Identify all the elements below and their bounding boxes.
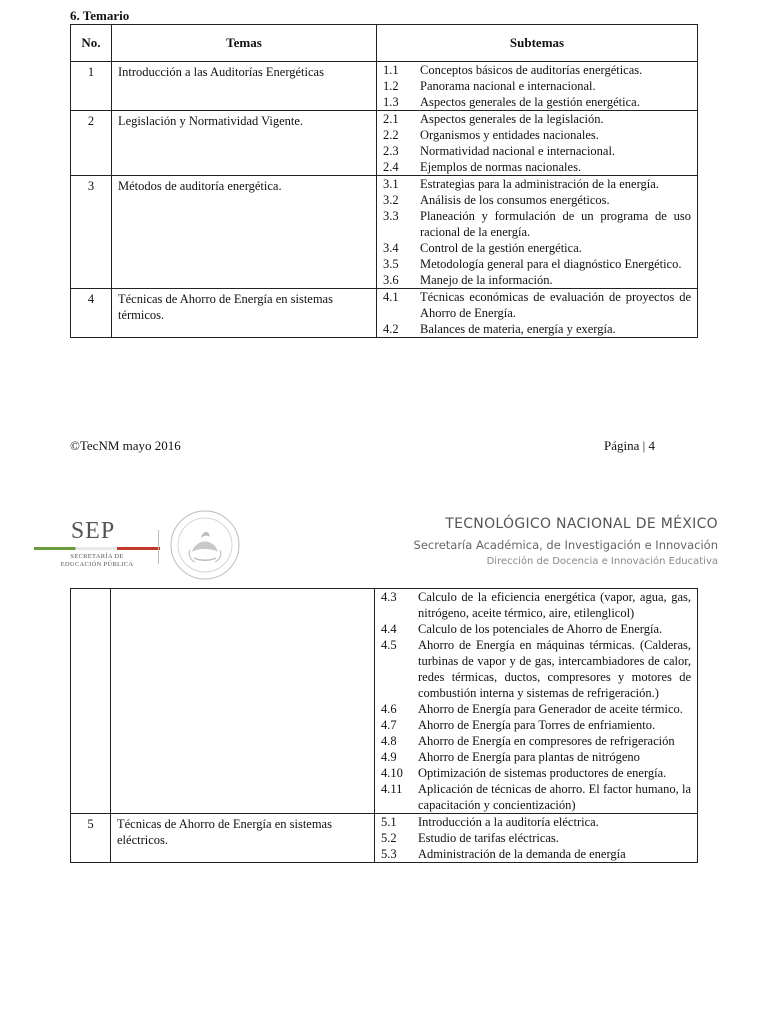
subtopic-text: Ahorro de Energía en compresores de refrigeración bbox=[418, 734, 675, 748]
subtopic-number: 4.7 bbox=[381, 718, 397, 732]
subtopic-number: 4.6 bbox=[381, 702, 397, 716]
footer-page-number: Página | 4 bbox=[604, 438, 655, 453]
sep-logo bbox=[34, 518, 160, 569]
subtopic-item bbox=[383, 143, 691, 159]
subtopic-number: 2.4 bbox=[383, 160, 399, 174]
unit-number: 1 bbox=[87, 65, 95, 79]
subtopic-item bbox=[381, 765, 691, 781]
unit-number: 5 bbox=[87, 817, 94, 831]
subtopic-item bbox=[383, 159, 691, 175]
subtopic-number: 4.4 bbox=[381, 622, 397, 636]
table-row bbox=[71, 289, 698, 338]
subtopic-item bbox=[383, 321, 691, 337]
unit-topic-cell bbox=[112, 289, 377, 338]
subtopic-text: Ahorro de Energía para Generador de aceite térmico. bbox=[418, 702, 683, 716]
subtopic-text: Ejemplos de normas nacionales. bbox=[420, 160, 582, 174]
unit-topic: Legislación y Normatividad Vigente. bbox=[118, 114, 304, 128]
subtopic-text: Aspectos generales de la legislación. bbox=[420, 112, 604, 126]
subtopic-number: 3.1 bbox=[383, 177, 399, 191]
unit-number: 3 bbox=[87, 179, 95, 193]
subtopic-item bbox=[381, 637, 691, 701]
table-row bbox=[71, 176, 698, 289]
subtopic-item bbox=[381, 781, 691, 813]
subtopic-item bbox=[381, 733, 691, 749]
subtopic-number: 4.8 bbox=[381, 734, 397, 748]
subtopic-item bbox=[381, 589, 691, 621]
subtopics-cell bbox=[375, 814, 698, 863]
sep-logo-bar bbox=[34, 547, 160, 550]
subtopic-item bbox=[383, 111, 691, 127]
subtopic-item bbox=[383, 127, 691, 143]
subtopic-text: Estudio de tarifas eléctricas. bbox=[418, 831, 559, 845]
header-temas: Temas bbox=[112, 25, 377, 62]
subtopic-text: Ahorro de Energía para Torres de enfriamiento. bbox=[418, 718, 656, 732]
subtopics-cell bbox=[375, 589, 698, 814]
institution-title: TECNOLÓGICO NACIONAL DE MÉXICO bbox=[445, 516, 718, 532]
table-row bbox=[71, 111, 698, 176]
subtopics-cell bbox=[377, 111, 698, 176]
subtopic-item bbox=[383, 94, 691, 110]
subtopic-number: 4.1 bbox=[383, 290, 399, 304]
subtopic-text: Calculo de los potenciales de Ahorro de Energía. bbox=[418, 622, 663, 636]
subtopic-item bbox=[381, 749, 691, 765]
unit-number-cell bbox=[71, 814, 111, 863]
subtopic-text: Planeación y formulación de un programa de uso racional de la energía. bbox=[420, 209, 691, 239]
header-subtemas: Subtemas bbox=[377, 25, 698, 62]
section-title: 6. Temario bbox=[70, 8, 130, 23]
subtopic-text: Normatividad nacional e internacional. bbox=[420, 144, 616, 158]
header-no: No. bbox=[71, 25, 112, 62]
subtopic-item bbox=[383, 272, 691, 288]
subtopic-item bbox=[381, 846, 691, 862]
subtopic-text: Balances de materia, energía y exergía. bbox=[420, 322, 616, 336]
subtopic-text: Manejo de la información. bbox=[420, 273, 553, 287]
table-header-row bbox=[71, 25, 698, 62]
subtopic-number: 5.1 bbox=[381, 815, 397, 829]
sep-logo-line2: EDUCACIÓN PÚBLICA bbox=[60, 561, 134, 568]
logo-divider bbox=[158, 530, 159, 564]
subtopic-item bbox=[383, 256, 691, 272]
subtopic-number: 1.2 bbox=[383, 79, 399, 93]
sep-logo-word: SEP bbox=[70, 518, 116, 544]
unit-topic-cell bbox=[111, 814, 375, 863]
unit-topic-cell bbox=[112, 62, 377, 111]
subtopic-item bbox=[383, 240, 691, 256]
temario-table-continued bbox=[70, 588, 698, 863]
subtopic-number: 3.6 bbox=[383, 273, 399, 287]
subtopic-number: 3.5 bbox=[383, 257, 399, 271]
page-4 bbox=[0, 0, 768, 480]
subtopic-text: Aplicación de técnicas de ahorro. El factor humano, la capacitación y concientización) bbox=[418, 782, 691, 812]
subtopic-number: 2.3 bbox=[383, 144, 399, 158]
subtopic-item bbox=[383, 208, 691, 240]
table-body bbox=[71, 62, 698, 338]
subtopic-number: 5.3 bbox=[381, 847, 397, 861]
subtopic-item bbox=[381, 717, 691, 733]
subtopic-text: Administración de la demanda de energía bbox=[418, 847, 626, 861]
unit-topic: Introducción a las Auditorías Energéticas bbox=[118, 65, 324, 79]
subtopic-number: 4.11 bbox=[381, 782, 403, 796]
table-row bbox=[71, 589, 698, 814]
subtopic-item bbox=[383, 62, 691, 78]
subtopic-number: 4.3 bbox=[381, 590, 397, 604]
subtopic-text: Técnicas económicas de evaluación de proyectos de Ahorro de Energía. bbox=[420, 290, 691, 320]
table-row bbox=[71, 62, 698, 111]
subtopic-text: Análisis de los consumos energéticos. bbox=[420, 193, 610, 207]
subtopics-cell bbox=[377, 176, 698, 289]
subtopics-cell bbox=[377, 289, 698, 338]
sep-logo-line1: SECRETARÍA DE bbox=[70, 553, 124, 560]
subtopic-text: Aspectos generales de la gestión energética. bbox=[420, 95, 640, 109]
subtopic-item bbox=[381, 830, 691, 846]
unit-number: 2 bbox=[87, 114, 95, 128]
subtopic-text: Organismos y entidades nacionales. bbox=[420, 128, 599, 142]
subtopic-number: 4.10 bbox=[381, 766, 403, 780]
subtopic-number: 3.2 bbox=[383, 193, 399, 207]
subtopic-number: 1.1 bbox=[383, 63, 399, 77]
subtopic-number: 4.9 bbox=[381, 750, 397, 764]
subtopic-number: 2.1 bbox=[383, 112, 399, 126]
footer-copyright: ©TecNM mayo 2016 bbox=[70, 438, 181, 453]
unit-number-cell bbox=[71, 589, 111, 814]
subtopic-text: Calculo de la eficiencia energética (vapor, agua, gas, nitrógeno, aceite térmico, aire, etilenglicol) bbox=[418, 590, 691, 620]
unit-number-cell bbox=[71, 62, 112, 111]
unit-topic-cell bbox=[112, 176, 377, 289]
subtopic-text: Control de la gestión energética. bbox=[420, 241, 582, 255]
table-body-continued bbox=[71, 589, 698, 863]
subtopic-text: Metodología general para el diagnóstico Energético. bbox=[420, 257, 682, 271]
subtopic-number: 2.2 bbox=[383, 128, 399, 142]
unit-topic-cell bbox=[112, 111, 377, 176]
subtopic-text: Estrategias para la administración de la energía. bbox=[420, 177, 659, 191]
institution-subtitle: Secretaría Académica, de Investigación e Innovación bbox=[413, 538, 718, 552]
subtopic-text: Panorama nacional e internacional. bbox=[420, 79, 596, 93]
coat-of-arms-seal-icon bbox=[168, 508, 242, 582]
subtopic-number: 3.4 bbox=[383, 241, 399, 255]
subtopic-number: 4.5 bbox=[381, 638, 397, 652]
unit-number-cell bbox=[71, 176, 112, 289]
subtopic-number: 1.3 bbox=[383, 95, 399, 109]
subtopic-text: Introducción a la auditoría eléctrica. bbox=[418, 815, 599, 829]
subtopic-text: Ahorro de Energía para plantas de nitrógeno bbox=[418, 750, 640, 764]
unit-number: 4 bbox=[87, 292, 95, 306]
subtopic-number: 5.2 bbox=[381, 831, 397, 845]
subtopics-cell bbox=[377, 62, 698, 111]
subtopic-text: Optimización de sistemas productores de energía. bbox=[418, 766, 667, 780]
subtopic-number: 3.3 bbox=[383, 209, 399, 223]
unit-number-cell bbox=[71, 111, 112, 176]
institution-department: Dirección de Docencia e Innovación Educativa bbox=[486, 556, 718, 567]
subtopic-item bbox=[383, 176, 691, 192]
subtopic-item bbox=[381, 621, 691, 637]
subtopic-number: 4.2 bbox=[383, 322, 399, 336]
subtopic-item bbox=[383, 78, 691, 94]
unit-number bbox=[71, 589, 110, 591]
subtopic-item bbox=[383, 192, 691, 208]
temario-table bbox=[70, 24, 698, 338]
unit-topic: Técnicas de Ahorro de Energía en sistemas eléctricos. bbox=[117, 817, 332, 847]
subtopic-item bbox=[383, 289, 691, 321]
unit-topic-cell bbox=[111, 589, 375, 814]
subtopic-text: Conceptos básicos de auditorías energéticas. bbox=[420, 63, 643, 77]
table-row bbox=[71, 814, 698, 863]
subtopic-item bbox=[381, 814, 691, 830]
unit-topic bbox=[111, 589, 374, 591]
unit-topic: Métodos de auditoría energética. bbox=[118, 179, 282, 193]
page-header bbox=[0, 500, 768, 590]
subtopic-text: Ahorro de Energía en máquinas térmicas. (Calderas, turbinas de vapor y de gas, intercambiadores de calor, redes térmicas, ductos, compresores y motores de combustión interna y sistemas de refrigeración.) bbox=[418, 638, 691, 700]
unit-number-cell bbox=[71, 289, 112, 338]
subtopic-item bbox=[381, 701, 691, 717]
unit-topic: Técnicas de Ahorro de Energía en sistemas térmicos. bbox=[118, 292, 333, 322]
